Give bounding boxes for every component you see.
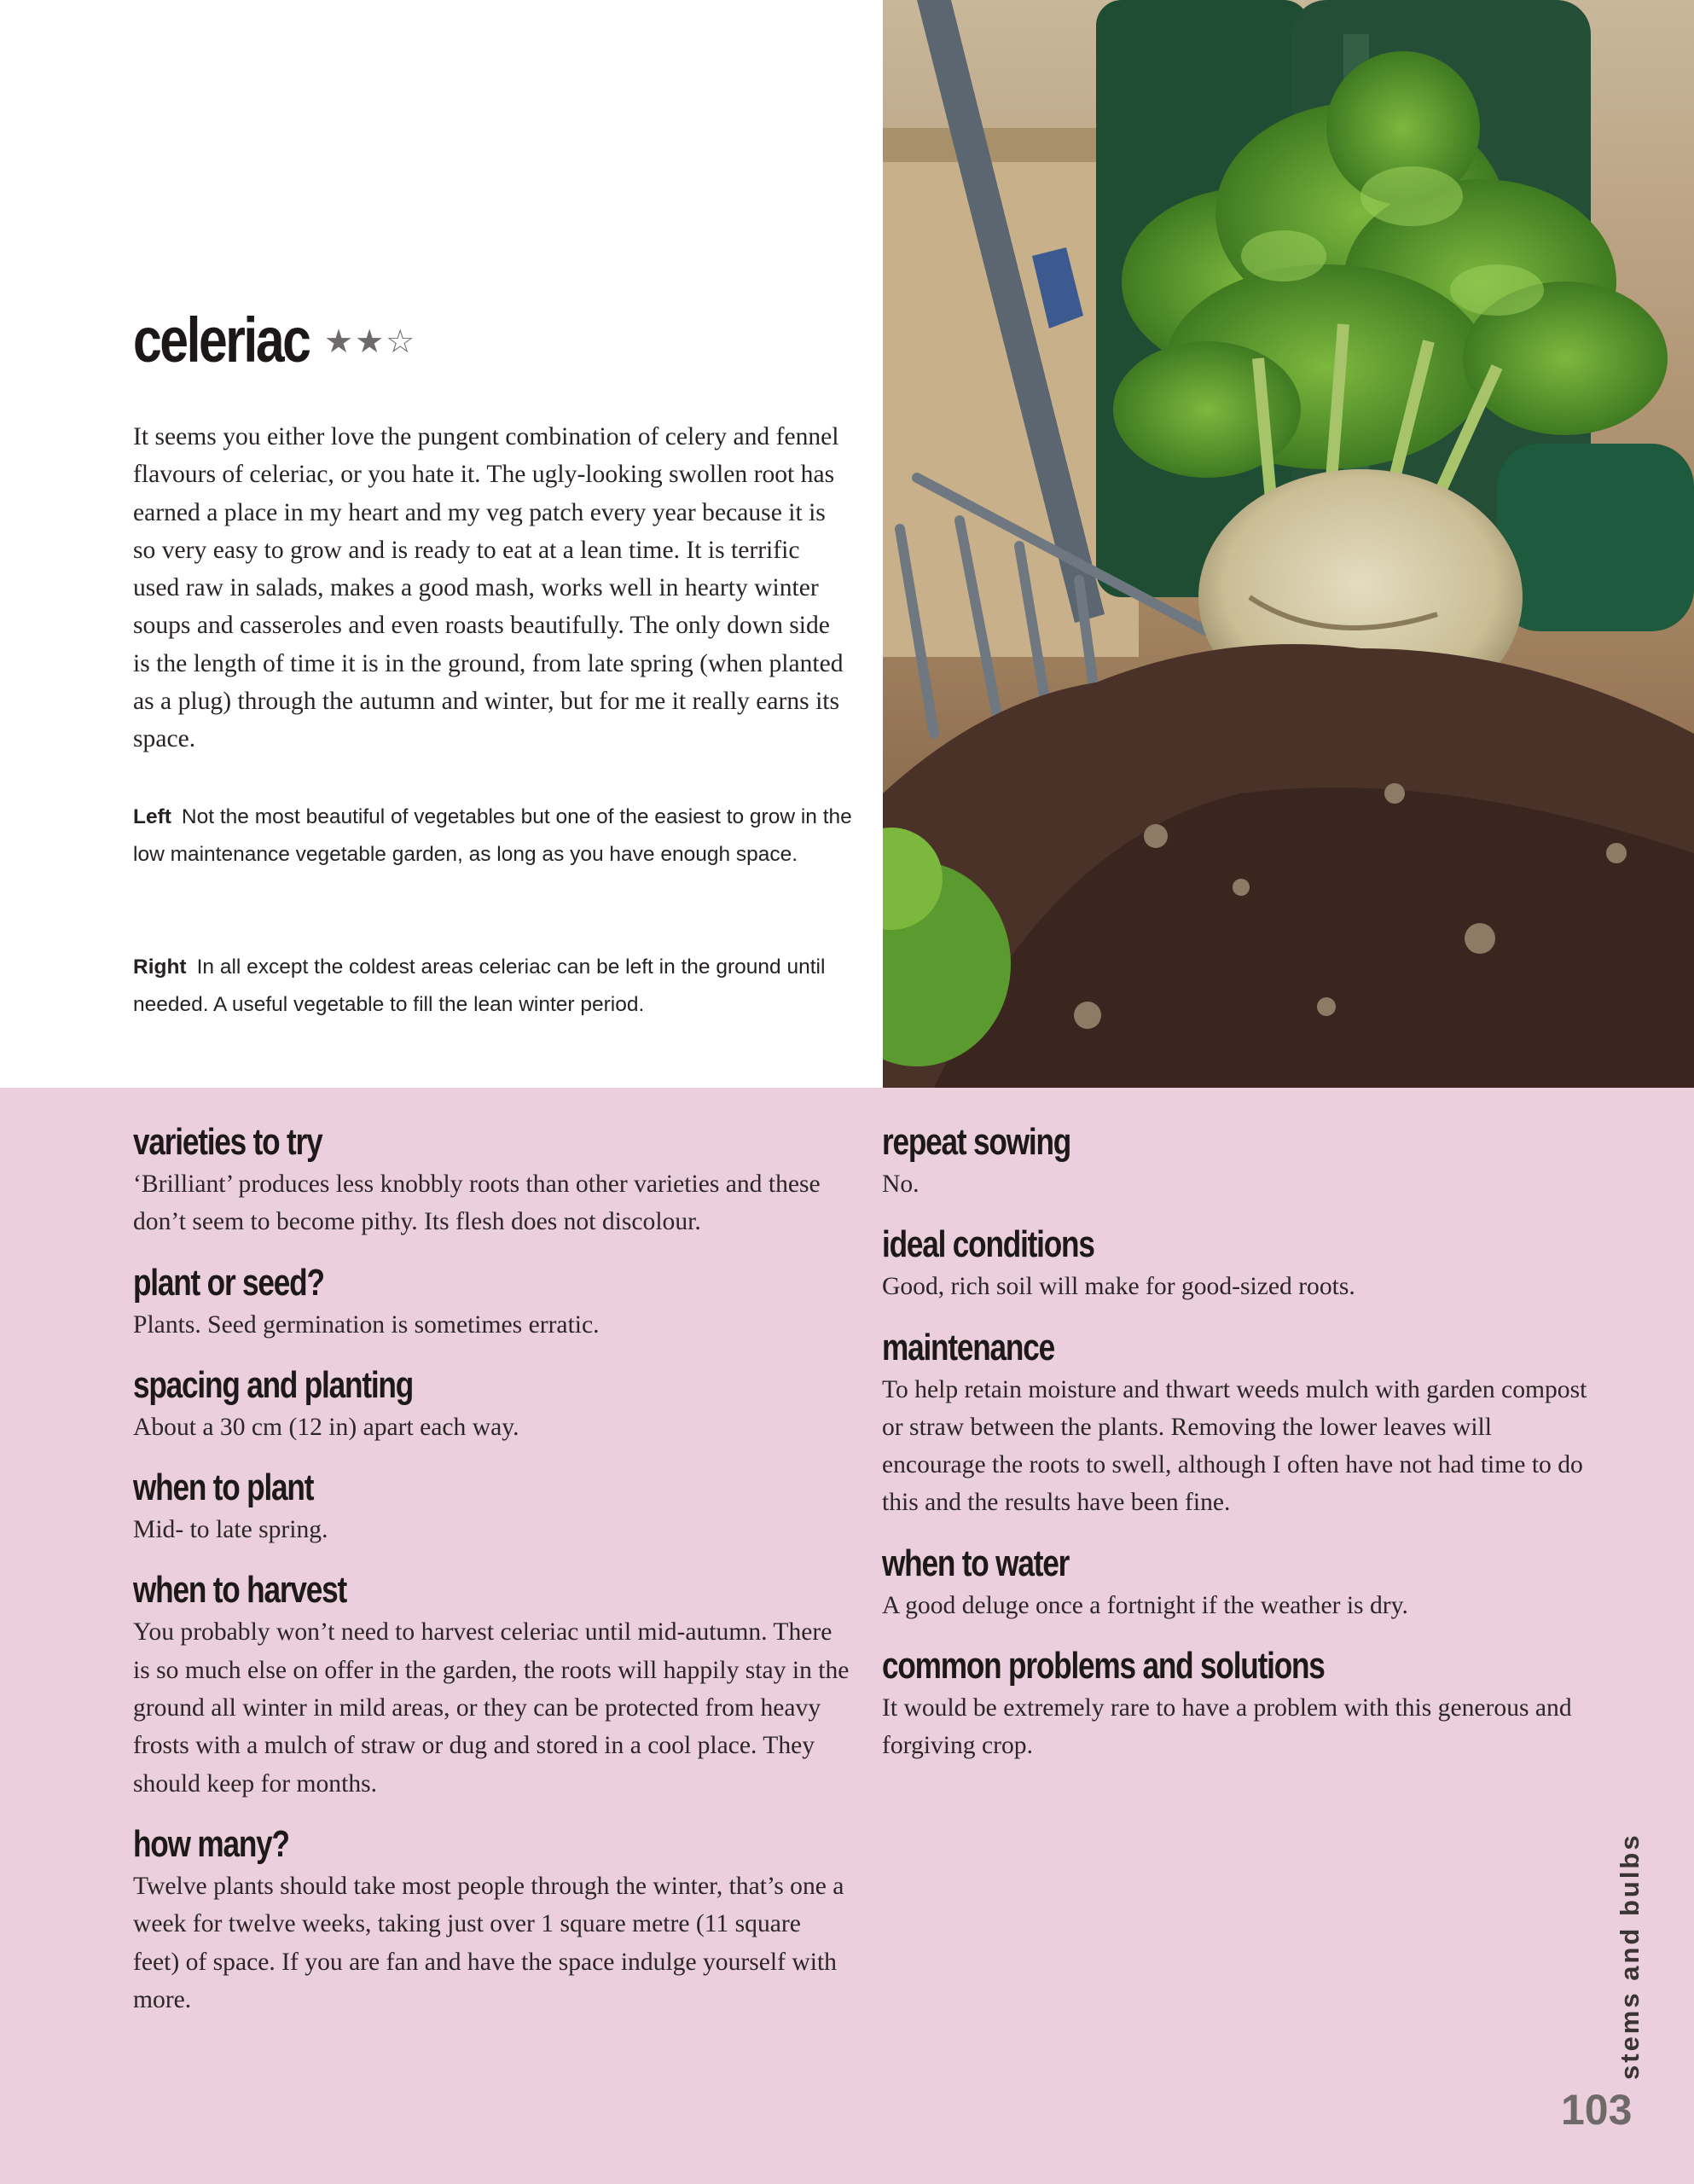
section-body: A good deluge once a fortnight if the weather is dry. xyxy=(882,1591,1408,1619)
section-when-to-plant xyxy=(133,1465,850,1548)
info-column-right xyxy=(882,1119,1598,1784)
section-body: About a 30 cm (12 in) apart each way. xyxy=(133,1413,519,1441)
caption-right-text: In all except the coldest areas celeriac can be left in the ground until needed. A useful vegetable to fill the lean winter period. xyxy=(133,956,826,1016)
section-ideal-conditions xyxy=(882,1222,1598,1305)
section-spacing-and-planting xyxy=(133,1362,850,1446)
page-number: 103 xyxy=(1561,2086,1633,2134)
section-repeat-sowing xyxy=(882,1119,1598,1203)
section-body: You probably won’t need to harvest celeriac until mid-autumn. There is so much else on offer in the garden, the roots will happily stay in the ground all winter in mild areas, or they can be protected from heavy frosts with a mulch of straw or dug and stored in a cool place. They should keep for months. xyxy=(133,1618,850,1798)
caption-left-text: Not the most beautiful of vegetables but one of the easiest to grow in the low maintenance vegetable garden, as long as you have enough space. xyxy=(133,805,852,866)
section-body: Mid- to late spring. xyxy=(133,1516,328,1544)
section-when-to-harvest xyxy=(133,1567,850,1802)
section-heading: how many? xyxy=(133,1822,289,1865)
intro-paragraph: It seems you either love the pungent combination of celery and fennel flavours of celeriac, or you hate it. The ugly-looking swollen root has earned a place in my heart and my veg patch every year because it is so very easy to grow and is ready to eat at a lean time. It is terrific used raw in salads, makes a good mash, works well in hearty winter soups and casseroles and even roasts beautifully. The only down side is the length of time it is in the ground, from late spring (when planted as a plug) through the autumn and winter, but for me it really earns its space. xyxy=(133,423,844,753)
section-body: Plants. Seed germination is sometimes erratic. xyxy=(133,1310,600,1339)
section-heading: ideal conditions xyxy=(882,1223,1094,1266)
caption-left-label: Left xyxy=(133,805,171,828)
section-heading: common problems and solutions xyxy=(882,1645,1325,1687)
section-heading: varieties to try xyxy=(133,1121,322,1163)
section-body: ‘Brilliant’ produces less knobbly roots than other varieties and these don’t seem to become pithy. Its flesh does not discolour. xyxy=(133,1170,821,1236)
info-column-left xyxy=(133,1119,850,2037)
celeriac-photo xyxy=(883,0,1694,1088)
page-title: celeriac xyxy=(133,305,310,375)
section-heading: when to plant xyxy=(133,1467,314,1509)
section-plant-or-seed xyxy=(133,1260,850,1344)
section-common-problems xyxy=(882,1643,1598,1765)
section-heading: plant or seed? xyxy=(133,1261,324,1304)
difficulty-rating: ★★☆ xyxy=(324,322,417,360)
section-heading: repeat sowing xyxy=(882,1121,1071,1163)
section-body: It would be extremely rare to have a problem with this generous and forgiving crop. xyxy=(882,1694,1572,1760)
section-varieties-to-try xyxy=(133,1119,850,1241)
section-body: To help retain moisture and thwart weeds mulch with garden compost or straw between the plants. Removing the lower leaves will encourage the roots to swell, although I often have not had time to do this and the results have been fine. xyxy=(882,1375,1587,1517)
caption-left xyxy=(133,799,858,874)
section-body: Twelve plants should take most people through the winter, that’s one a week for twelve weeks, taking just over 1 square metre (11 square feet) of space. If you are fan and have the space indulge yourself with more. xyxy=(133,1872,844,2013)
section-heading: when to water xyxy=(882,1542,1070,1584)
section-heading: spacing and planting xyxy=(133,1363,414,1406)
section-how-many xyxy=(133,1821,850,2018)
section-body: No. xyxy=(882,1170,920,1198)
section-heading: maintenance xyxy=(882,1326,1054,1368)
section-maintenance xyxy=(882,1325,1598,1522)
section-when-to-water xyxy=(882,1541,1598,1624)
caption-right xyxy=(133,949,858,1024)
section-heading: when to harvest xyxy=(133,1569,346,1612)
section-body: Good, rich soil will make for good-sized roots. xyxy=(882,1273,1355,1301)
caption-right-label: Right xyxy=(133,956,187,979)
chapter-label: stems and bulbs xyxy=(1615,1833,1645,2080)
